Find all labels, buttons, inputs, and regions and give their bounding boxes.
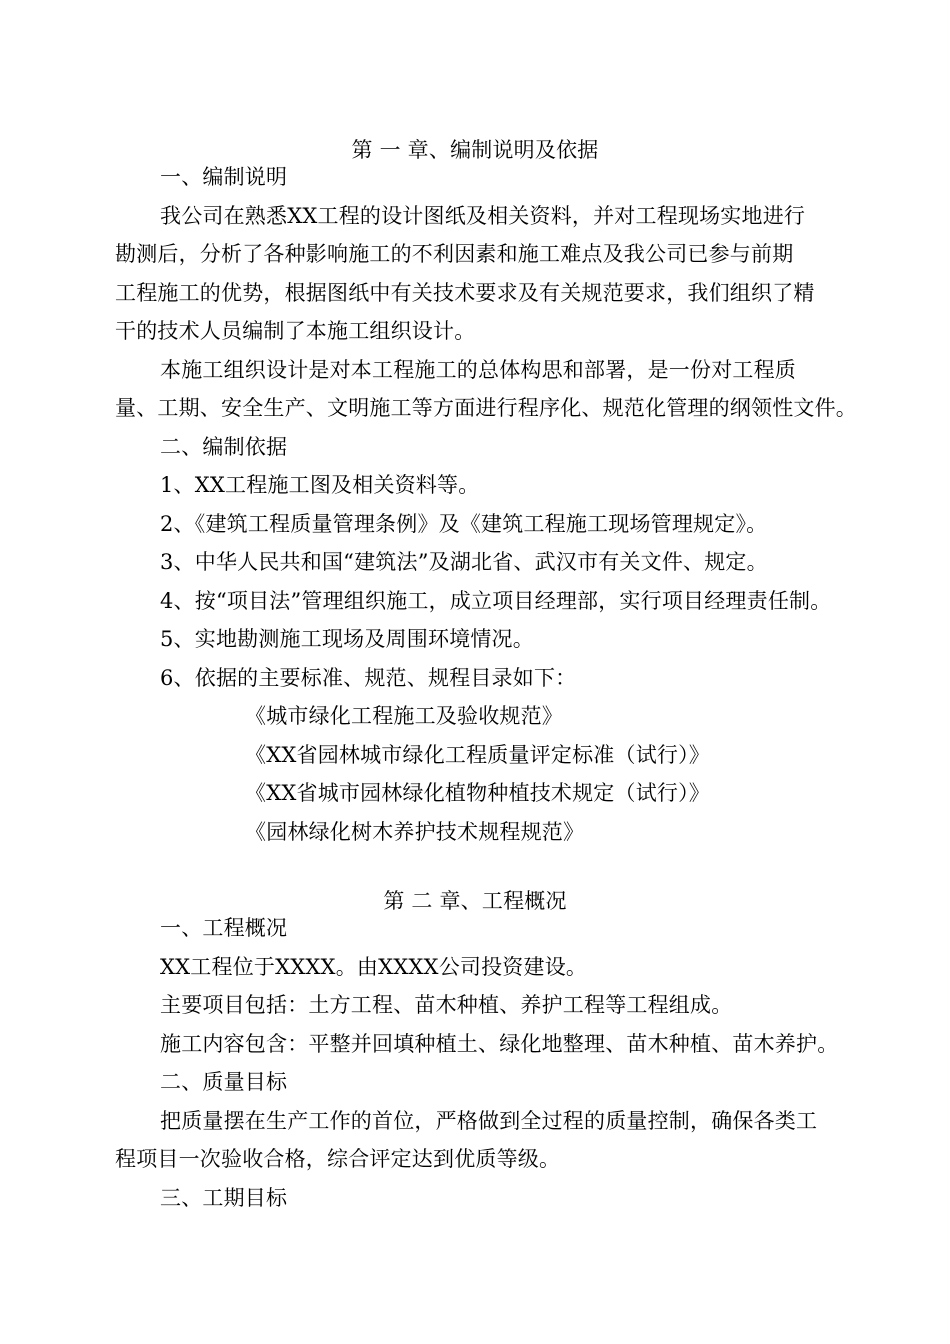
list-item: 1、XX工程施工图及相关资料等。 — [160, 473, 480, 497]
paragraph-line: 主要项目包括：土方工程、苗木种植、养护工程等工程组成。 — [160, 993, 733, 1017]
section-heading-quality-target: 二、质量目标 — [160, 1070, 288, 1094]
standard-item: 《XX省城市园林绿化植物种植技术规定（试行）》 — [245, 781, 710, 805]
section-heading-compilation-basis: 二、编制依据 — [160, 435, 288, 459]
standard-item: 《园林绿化树木养护技术规程规范》 — [245, 820, 585, 844]
section-heading-project-overview: 一、工程概况 — [160, 916, 288, 940]
standard-item: 《城市绿化工程施工及验收规范》 — [245, 704, 563, 728]
paragraph-line: 程项目一次验收合格，综合评定达到优质等级。 — [115, 1147, 561, 1171]
paragraph-line: 施工内容包含：平整并回填种植土、绿化地整理、苗木种植、苗木养护。 — [160, 1032, 839, 1056]
paragraph-line: 干的技术人员编制了本施工组织设计。 — [115, 319, 476, 343]
paragraph-line: 工程施工的优势，根据图纸中有关技术要求及有关规范要求，我们组织了精 — [115, 281, 815, 305]
paragraph-line: XX工程位于XXXX。由XXXX公司投资建设。 — [160, 955, 588, 979]
chapter-2-title: 第 二 章、工程概况 — [383, 889, 567, 913]
list-item: 4、按“项目法”管理组织施工，成立项目经理部，实行项目经理责任制。 — [160, 589, 832, 613]
section-heading-compilation-notes: 一、编制说明 — [160, 165, 288, 189]
chapter-1-title: 第 一 章、编制说明及依据 — [351, 138, 599, 162]
list-item: 3、中华人民共和国“建筑法”及湖北省、武汉市有关文件、规定。 — [160, 550, 768, 574]
paragraph-line: 勘测后，分析了各种影响施工的不利因素和施工难点及我公司已参与前期 — [115, 242, 794, 266]
paragraph-line: 本施工组织设计是对本工程施工的总体构思和部署，是一份对工程质 — [160, 358, 796, 382]
paragraph-line: 量、工期、安全生产、文明施工等方面进行程序化、规范化管理的纲领性文件。 — [115, 396, 857, 420]
list-item: 2、《建筑工程质量管理条例》及《建筑工程施工现场管理规定》。 — [160, 512, 768, 536]
list-item: 5、实地勘测施工现场及周围环境情况。 — [160, 627, 534, 651]
paragraph-line: 我公司在熟悉XX工程的设计图纸及相关资料，并对工程现场实地进行 — [160, 204, 806, 228]
paragraph-line: 把质量摆在生产工作的首位，严格做到全过程的质量控制，确保各类工 — [160, 1109, 818, 1133]
section-heading-schedule-target: 三、工期目标 — [160, 1186, 288, 1210]
standard-item: 《XX省园林城市绿化工程质量评定标准（试行）》 — [245, 743, 710, 767]
list-item: 6、依据的主要标准、规范、规程目录如下： — [160, 666, 577, 690]
